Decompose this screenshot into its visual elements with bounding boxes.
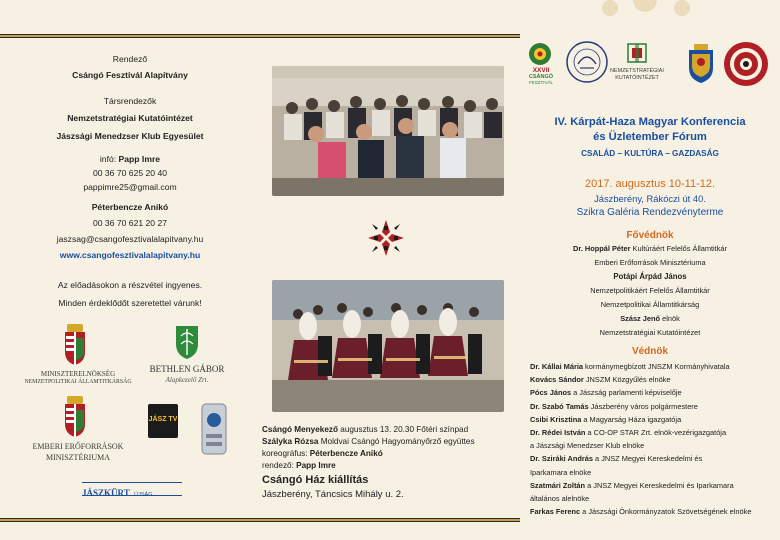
conference-venue: Szikra Galéria Rendezvényterme — [576, 207, 724, 218]
conference-title-1: IV. Kárpát-Haza Magyar Konferencia — [554, 116, 746, 128]
jaszkurt-logo — [82, 482, 182, 496]
sponsor-row — [530, 494, 770, 504]
director-label: rendező: — [262, 461, 297, 470]
contact2-email[interactable]: jaszsag@csangofesztivalalapitvany.hu — [56, 234, 204, 244]
sponsor-role: a JNSZ Megyei Kereskedelmi és Iparkamara — [585, 480, 734, 490]
logo-emmi-1: EMBERI ERŐFORRÁSOK — [32, 442, 124, 451]
event-line-4 — [262, 460, 518, 471]
choreographer-name: Péterbencze Anikó — [309, 449, 383, 458]
folk-ornament-band — [0, 34, 260, 38]
patron-2-org: Nemzetpolitikai Államtitkárság — [600, 300, 700, 309]
logo-emmi-2: MINISZTÉRIUMA — [46, 453, 110, 462]
folk-ornament-band — [260, 34, 520, 38]
sponsor-role: a CO-OP STAR Zrt. elnök-vezérigazgatója — [585, 428, 727, 437]
sponsors-title: Védnök — [631, 346, 669, 357]
sponsor-role: általános alelnöke — [530, 494, 590, 503]
sponsor-role: Jászberény város polgármestere — [588, 401, 698, 411]
sponsor-role: JNSZM Közgyűlés elnöke — [583, 375, 671, 385]
patron-3-role: elnök — [660, 314, 680, 323]
folk-cross-ornament-icon — [366, 218, 406, 258]
logo-bethlen-1: BETHLEN GÁBOR — [149, 364, 225, 374]
sponsor-row — [530, 441, 770, 451]
sponsor-name: Dr. Rédei István — [530, 428, 586, 437]
patron-2-role: Nemzetpolitikáért Felelős Államtitkár — [590, 286, 710, 295]
conference-address: Jászberény, Rákóczi út 40. — [594, 193, 706, 204]
sponsor-row — [530, 481, 770, 491]
folk-dancers-photo — [272, 280, 504, 412]
event-line-2 — [262, 436, 518, 447]
patron-3-line — [520, 314, 780, 323]
conference-title-2: és Üzletember Fórum — [593, 131, 707, 143]
info-line — [0, 154, 260, 165]
sponsor-row — [530, 415, 770, 425]
patron-3-org: Nemzetstratégiai Kutatóintézet — [599, 328, 701, 337]
troupe-rest: Moldvai Csángó Hagyományőrző együttes — [318, 437, 475, 446]
troupe-name: Szályka Rózsa — [262, 437, 319, 446]
sponsor-name: Szatmári Zoltán — [530, 480, 586, 490]
free-entry-text: Az előadásokon a részvétel ingyenes. — [57, 280, 203, 290]
patron-1-org: Emberi Erőforrások Minisztériuma — [594, 258, 706, 267]
sponsor-name: Kovács Sándor — [530, 375, 584, 385]
sponsor-role: a Jászság parlamenti képviselője — [571, 388, 682, 398]
sponsor-name: Dr. Szabó Tamás — [530, 401, 589, 411]
csango-fesztival-emblem-icon — [528, 42, 552, 66]
rosette-ornament-icon — [722, 40, 770, 88]
info-email[interactable]: pappimre25@gmail.com — [83, 182, 177, 192]
logo-csango-num: XXVII — [532, 67, 550, 74]
sponsor-role: a JNSZ Megyei Kereskedelmi és — [592, 454, 703, 464]
sponsor-row — [530, 388, 770, 398]
logo-csango-1: CSÁNGÓ — [528, 74, 554, 80]
conference-audience-photo — [272, 66, 504, 196]
sponsor-role: Iparkamara elnöke — [530, 467, 592, 477]
jaszbereny-coat-of-arms-icon — [686, 44, 716, 84]
exhibition-title: Csángó Ház kiállítás — [262, 474, 369, 486]
contact2-name: Péterbencze Anikó — [91, 202, 169, 212]
organizer-label: Rendező — [112, 54, 148, 64]
logo-nki-2: KUTATÓINTÉZET — [615, 75, 659, 81]
patron-1-role: Kultúráért Felelős Államtitkár — [630, 244, 728, 253]
bethlen-gabor-shield-icon — [174, 324, 200, 360]
sponsor-name: Dr. Sziráki András — [530, 454, 593, 464]
hungarian-coat-of-arms-icon — [62, 394, 88, 438]
co-organizer-2: Jászsági Menedzser Klub Egyesület — [56, 131, 204, 141]
choreographer-label: koreográfus: — [262, 449, 310, 458]
logo-nki-1: NEMZETSTRATÉGIAI — [610, 68, 664, 74]
info-label: infó: — [99, 154, 117, 164]
patron-3-name: Szász Jenő — [620, 314, 661, 323]
co-organizers-label: Társrendezők — [103, 96, 157, 106]
logo-csango-2: FESZTIVÁL — [528, 80, 553, 85]
sponsor-row — [530, 375, 770, 385]
sponsor-row — [530, 428, 770, 438]
conference-subtitle: CSALÁD – KULTÚRA – GAZDASÁG — [581, 149, 719, 158]
sponsor-row — [530, 468, 770, 478]
event-line-1 — [262, 424, 518, 435]
folk-ornament-band — [0, 518, 260, 522]
co-organizer-1: Nemzetstratégiai Kutatóintézet — [67, 113, 193, 123]
logo-miniszterelnokseg-1: MINISZTERELNÖKSÉG — [40, 370, 116, 378]
sunflower-ornament-icon — [590, 0, 700, 40]
exhibition-address: Jászberény, Táncsics Mihály u. 2. — [262, 489, 404, 500]
sponsor-row — [530, 402, 770, 412]
sponsor-role: a Magyarság Háza igazgatója — [581, 414, 682, 424]
sponsor-row — [530, 454, 770, 464]
sponsor-name: Farkas Ferenc — [530, 507, 581, 517]
sponsor-role: a Jászsági Menedzser Klub elnöke — [530, 441, 645, 451]
sponsor-name: Dr. Kállai Mária — [530, 362, 583, 371]
patron-1-line — [520, 244, 780, 253]
jasz-tv-text: JÁSZ TV — [148, 416, 178, 423]
jasz-tv-logo — [148, 404, 178, 438]
folk-ornament-band — [260, 518, 520, 522]
logo-miniszterelnokseg-2: NEMZETPOLITIKAI ÁLLAMTITKÁRSÁG — [24, 379, 132, 385]
radio-badge-icon — [200, 402, 228, 456]
nki-emblem-icon — [626, 42, 648, 64]
sponsor-row — [530, 362, 770, 372]
hungarian-coat-of-arms-icon — [62, 322, 88, 366]
event-line-3 — [262, 448, 518, 459]
patrons-title: Fővédnök — [626, 230, 674, 241]
website-link[interactable]: www.csangofesztivalalapitvany.hu — [59, 250, 201, 260]
event-name: Csángó Menyekező — [262, 425, 338, 434]
director-name: Papp Imre — [296, 461, 336, 470]
sponsor-role: kormánymegbízott JNSZM Kormányhivatala — [583, 362, 730, 371]
sponsor-row — [530, 507, 770, 517]
contact2-phone: 00 36 70 621 20 27 — [92, 218, 168, 228]
patron-1-name: Dr. Hoppál Péter — [572, 244, 631, 253]
info-name: Papp Imre — [118, 154, 161, 164]
logo-bethlen-2: Alapkezelő Zrt. — [165, 376, 209, 384]
sponsor-name: Pócs János — [530, 388, 572, 398]
welcome-text: Minden érdeklődőt szeretettel várunk! — [58, 298, 202, 308]
patron-2-name: Potápi Árpád János — [613, 272, 687, 281]
organizer-name: Csángó Fesztivál Alapítvány — [72, 70, 188, 80]
event-time: augusztus 13. 20.30 Főtéri színpad — [337, 425, 469, 434]
jaszkurt-small: ÚJSÁG — [134, 492, 153, 498]
sponsor-name: Csibi Krisztina — [530, 414, 582, 424]
sponsor-role: a Jászsági Önkormányzatok Szövetségének elnöke — [580, 507, 752, 517]
info-phone: 00 36 70 625 20 40 — [92, 168, 168, 178]
conference-date: 2017. augusztus 10-11-12. — [584, 178, 716, 190]
jaszkurt-text: JÁSZKÜRT — [82, 488, 130, 498]
